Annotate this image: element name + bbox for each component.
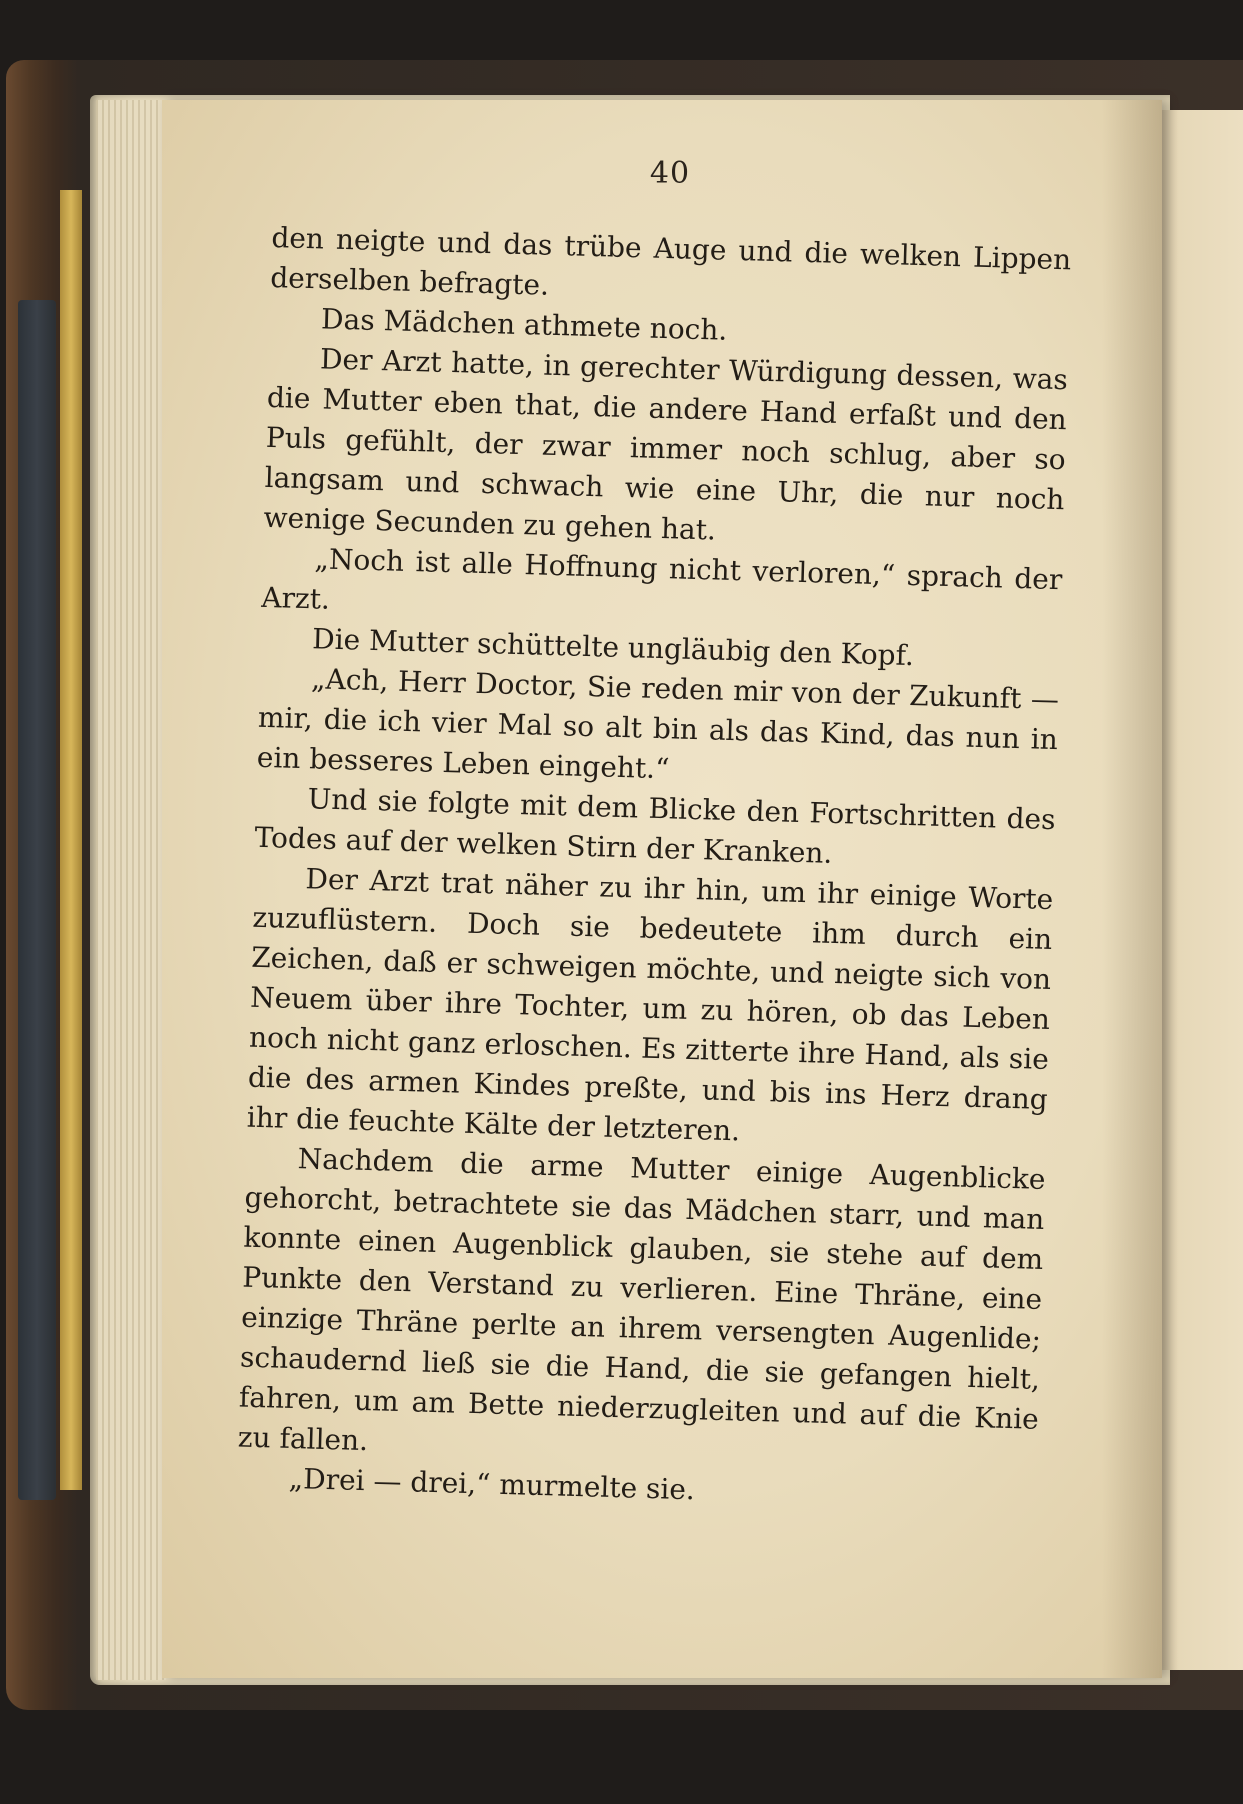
paragraph: Der Arzt trat näher zu ihr hin, um ihr einige Worte zuzuflüstern. Doch sie bedeutete ihm durch ein Zeichen, daß er schweigen möchte, und neigte sich von Neuem über ihre Tochter, um zu hören, ob das Leben noch nicht ganz erloschen. Es zitterte ihre Hand, als sie die des armen Kindes preßte, und bis ins Herz drang ihr die feuchte Kälte der letzteren. bbox=[246, 862, 1054, 1148]
paragraph: Nachdem die arme Mutter einige Augenblicke gehorcht, betrachtete sie das Mädchen starr, und man konnte einen Augenblick glauben, sie stehe auf dem Punkte den Verstand zu verlieren. Eine Thräne, eine einzige Thräne perlte an ihrem versengten Augenlide; schaudernd ließ sie die Hand, die sie gefangen hielt, fahren, um am Bette niederzugleiten und auf die Knie zu fallen. bbox=[237, 1142, 1046, 1458]
paragraph: Die Mutter schüttelte ungläubig den Kopf. bbox=[311, 622, 915, 673]
facing-page bbox=[1150, 110, 1243, 1670]
paragraph: Und sie folgte mit dem Blicke den Fortschritten des Todes auf der welken Stirn der Kranken. bbox=[254, 782, 1056, 870]
paragraph: „Noch ist alle Hoffnung nicht verloren,“ sprach der Arzt. bbox=[260, 542, 1063, 616]
paragraph: Das Mädchen athmete noch. bbox=[320, 302, 728, 347]
paragraph: „Ach, Herr Doctor, Sie reden mir von der Zukunft — mir, die ich vier Mal so alt bin als das Kind, das nun in ein besseres Leben eingeht.“ bbox=[256, 662, 1060, 786]
paragraph: Der Arzt hatte, in gerechter Würdigung dessen, was die Mutter eben that, die andere Hand erfaßt und den Puls gefühlt, der zwar immer noch schlug, aber so langsam und schwach wie eine Uhr, die nur noch wenige Secunden zu gehen hat. bbox=[263, 342, 1069, 547]
page-number: 40 bbox=[649, 156, 691, 191]
gutter-shadow bbox=[1102, 100, 1162, 1678]
paragraph: „Drei — drei,“ murmelte sie. bbox=[288, 1461, 696, 1507]
page-stack-edges bbox=[96, 100, 166, 1680]
page-text bbox=[236, 218, 1071, 1520]
paragraph: den neigte und das trübe Auge und die welken Lippen derselben befragte. bbox=[269, 220, 1072, 302]
book-page bbox=[162, 100, 1162, 1678]
cover-spine-strip bbox=[18, 300, 56, 1500]
gilt-page-edge bbox=[60, 190, 82, 1490]
